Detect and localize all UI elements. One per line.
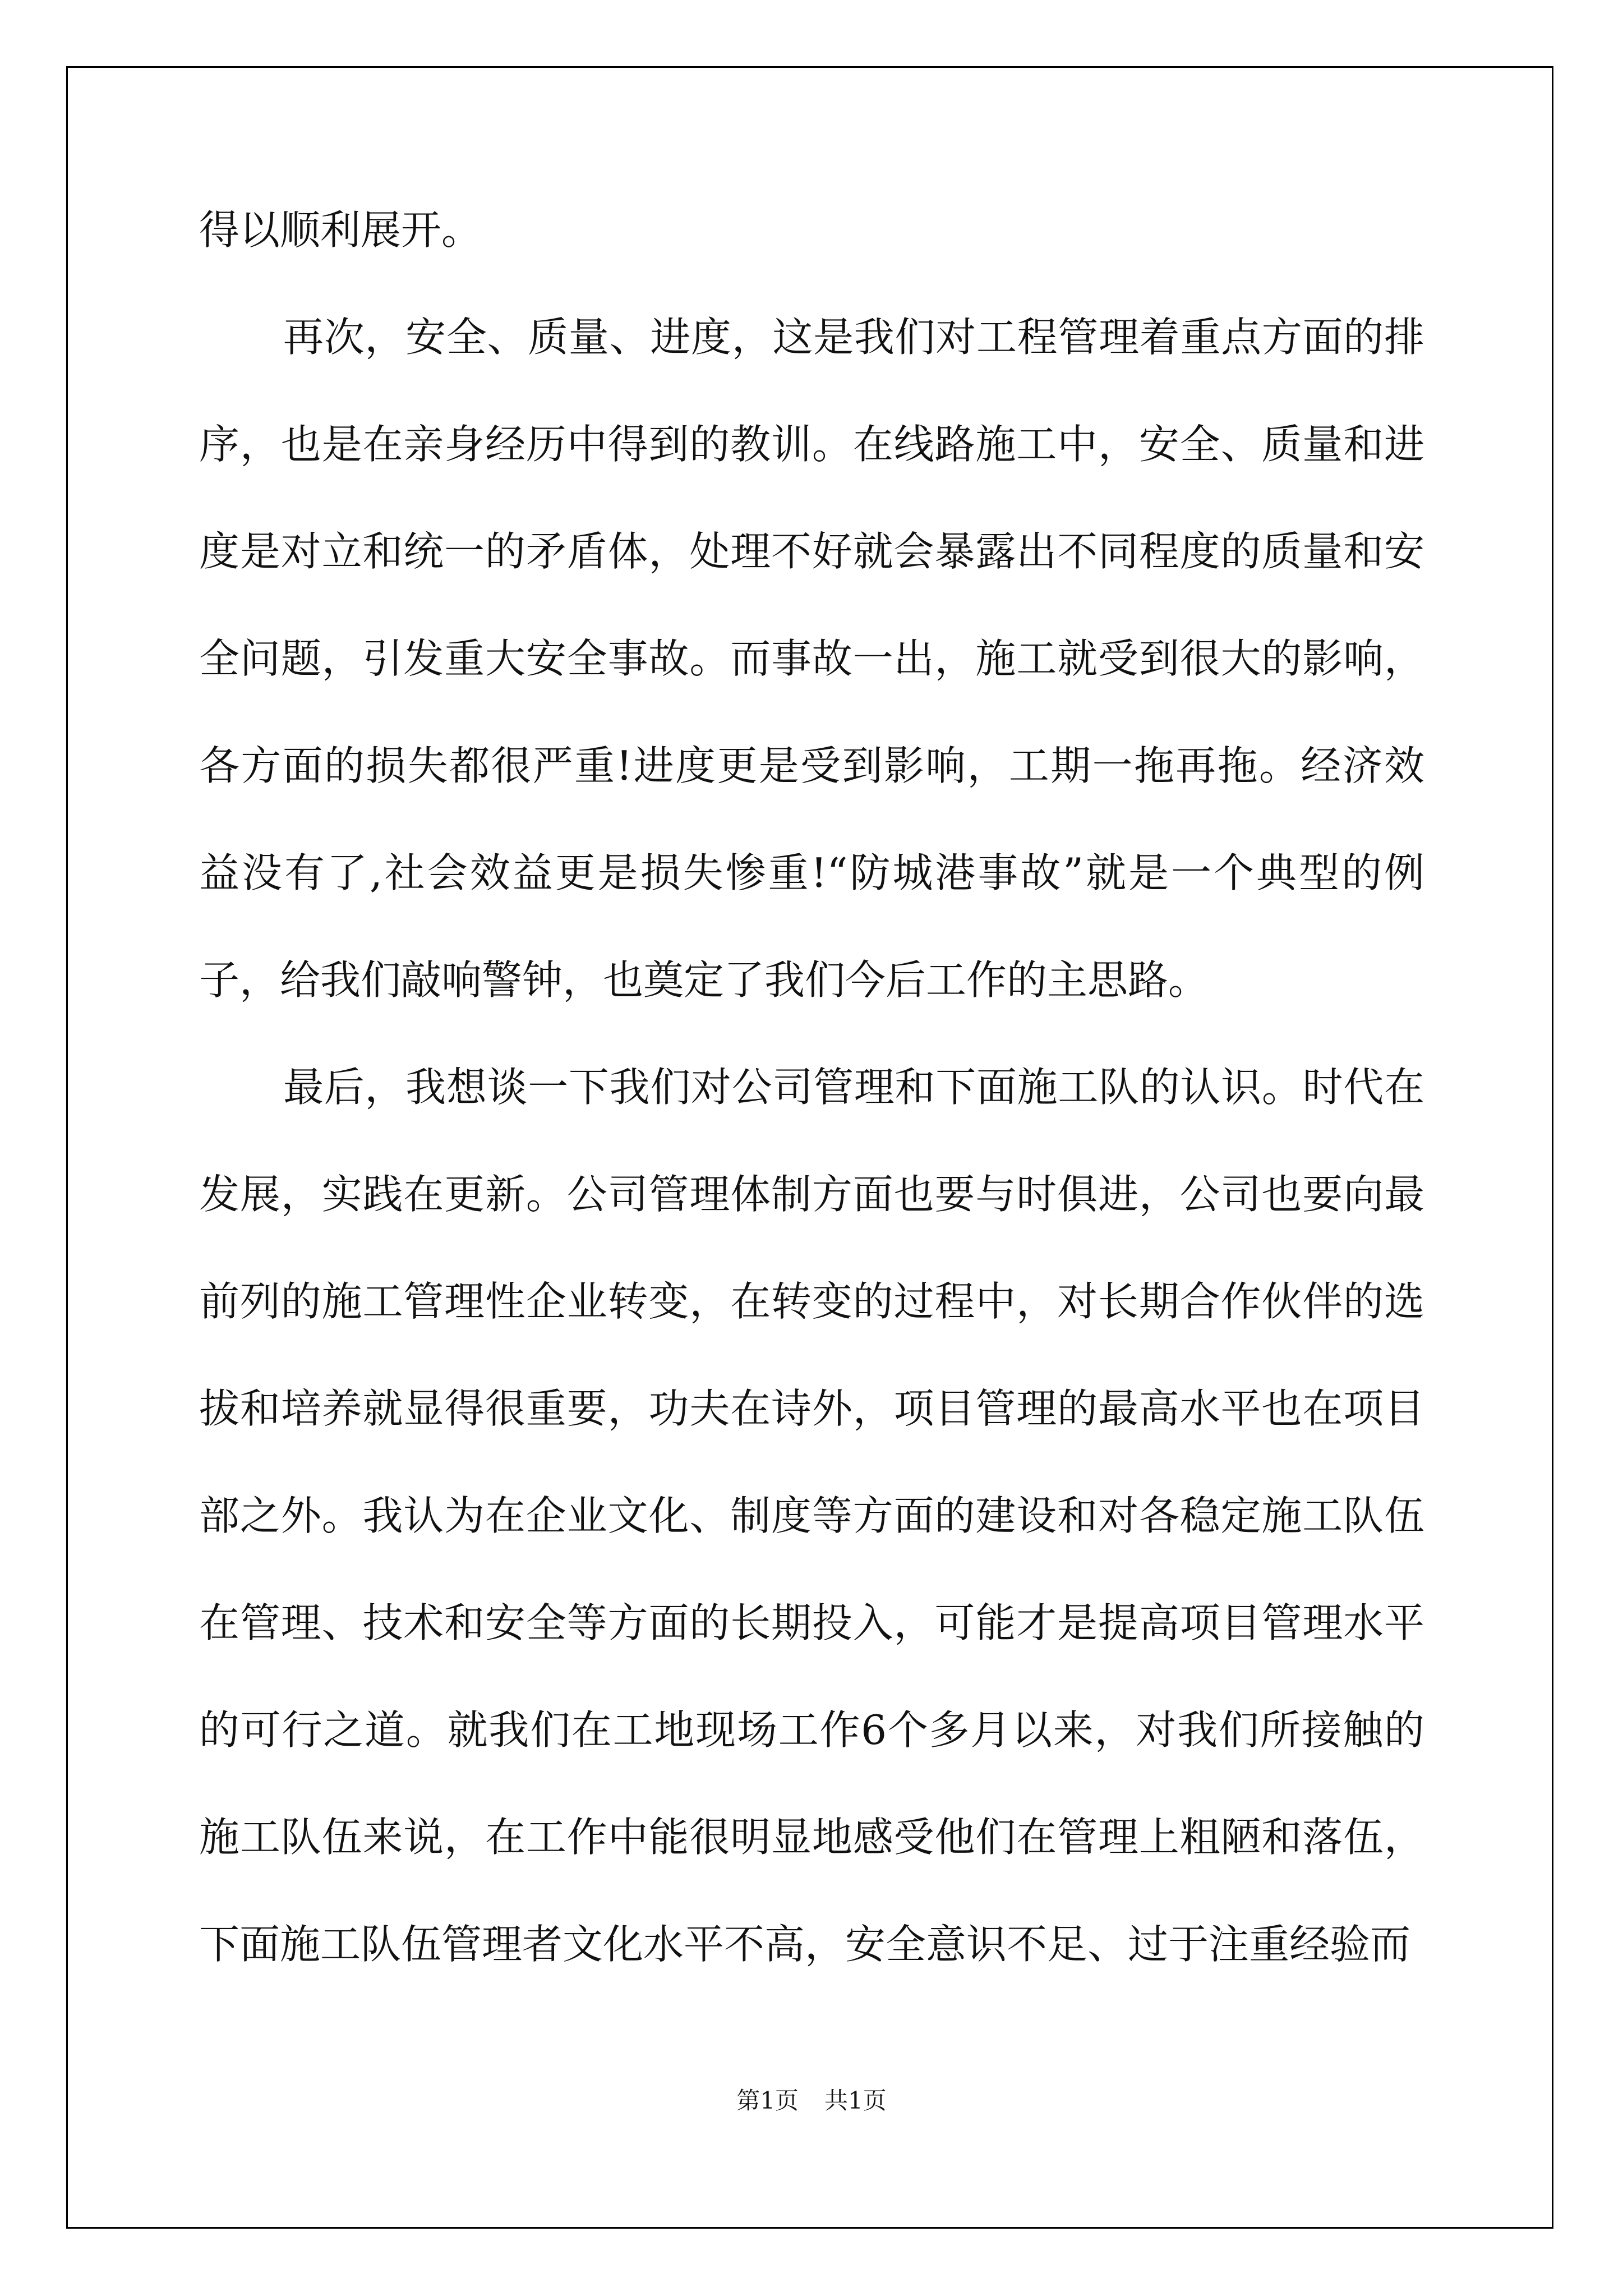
paragraph-3: 最后，我想谈一下我们对公司管理和下面施工队的认识。时代在发展，实践在更新。公司管理体制方面也要与时俱进，公司也要向最前列的施工管理性企业转变，在转变的过程中，对长期合作伙伴的选拔和培养就显得很重要，功夫在诗外，项目管理的最高水平也在项目部之外。我认为在企业文化、制度等方面的建设和对各稳定施工队伍在管理、技术和安全等方面的长期投入，可能才是提高项目管理水平的可行之道。就我们在工地现场工作6个多月以来，对我们所接触的施工队伍来说，在工作中能很明显地感受他们在管理上粗陋和落伍，下面施工队伍管理者文化水平不高，安全意识不足、过于注重经验而 <box>199 1064 1424 1968</box>
page-total: 共1页 <box>824 2087 887 2114</box>
paragraph-1: 得以顺利展开。 <box>199 206 482 254</box>
page-number: 第1页 <box>736 2087 799 2114</box>
document-body <box>199 177 1424 1998</box>
paragraph-2: 再次，安全、质量、进度，这是我们对工程管理着重点方面的排序，也是在亲身经历中得到的教训。在线路施工中，安全、质量和进度是对立和统一的矛盾体，处理不好就会暴露出不同程度的质量和安全问题，引发重大安全事故。而事故一出，施工就受到很大的影响，各方面的损失都很严重!进度更是受到影响，工期一拖再拖。经济效益没有了,社会效益更是损失惨重!“防城港事故”就是一个典型的例子，给我们敲响警钟，也奠定了我们今后工作的主思路。 <box>199 314 1424 1004</box>
page-footer <box>0 2082 1623 2116</box>
